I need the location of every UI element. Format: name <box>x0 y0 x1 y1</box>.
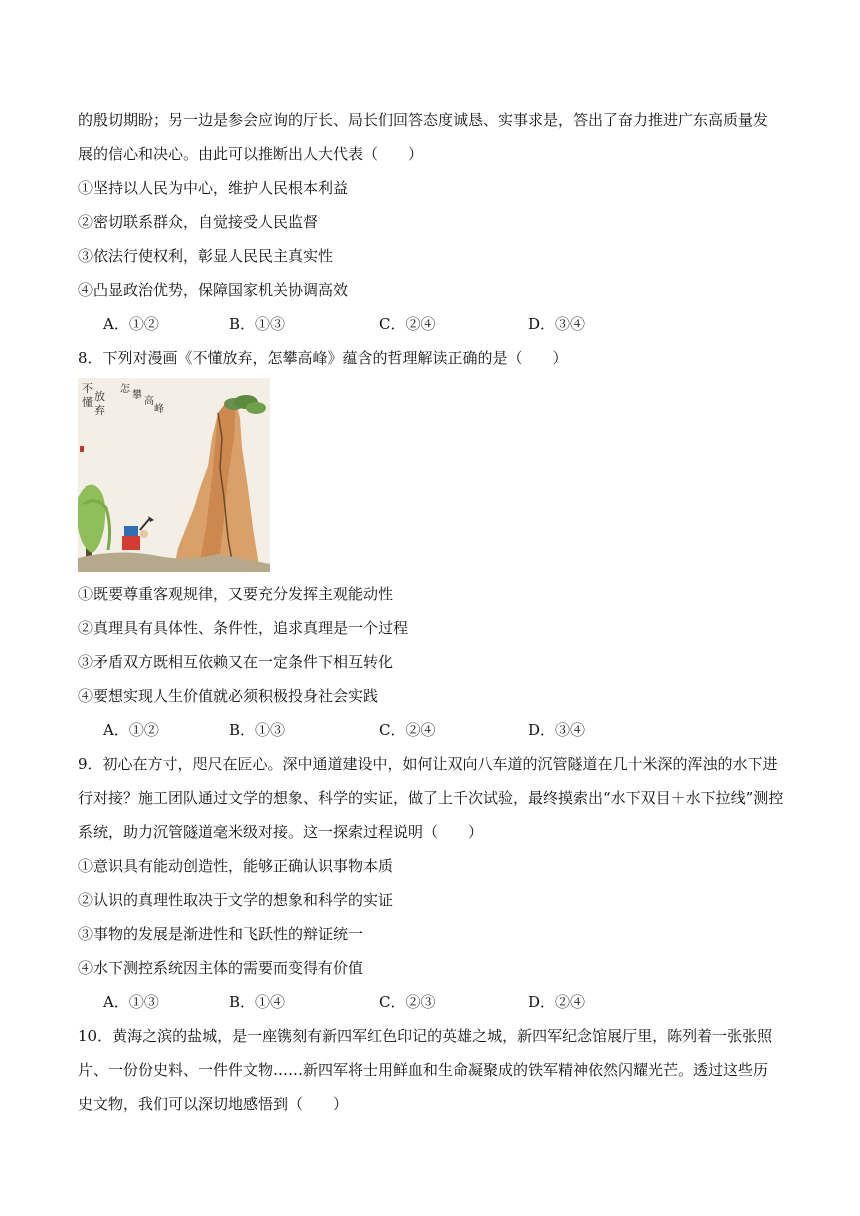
q9-option-a: A．①③ <box>103 993 159 1011</box>
painting-text-right-4: 峰 <box>154 404 164 415</box>
q7-option-b: B．①③ <box>229 315 286 333</box>
q9-item: ④水下测控系统因主体的需要而变得有价值 <box>78 959 364 977</box>
climber-body <box>122 536 140 550</box>
q9-item: ③事物的发展是渐进性和飞跃性的辩证统一 <box>78 925 364 943</box>
q8-item: ①既要尊重客观规律，又要充分发挥主观能动性 <box>78 585 394 603</box>
comic-painting <box>78 378 270 572</box>
q9-option-c: C．②③ <box>379 993 436 1011</box>
q9-stem-line: 9．初心在方寸，咫尺在匠心。深中通道建设中，如何让双向八车道的沉管隧道在几十米深的浑浊的水下进 <box>78 755 778 773</box>
painting-text-left-3: 放 <box>94 390 105 403</box>
q7-stem-line: 展的信心和决心。由此可以推断出人大代表（ ） <box>78 145 424 163</box>
q9-option-d: D．②④ <box>528 993 586 1011</box>
q7-item: ①坚持以人民为中心，维护人民根本利益 <box>78 179 349 197</box>
q7-option-d: D．③④ <box>528 315 586 333</box>
painting-text-right-1: 怎 <box>120 384 130 395</box>
q8-option-a: A．①② <box>103 721 159 739</box>
q7-item: ②密切联系群众，自觉接受人民监督 <box>78 213 319 231</box>
seal-stamp <box>80 446 84 452</box>
q7-stem-line: 的殷切期盼；另一边是参会应询的厅长、局长们回答态度诚恳、实事求是，答出了奋力推进广东高质量发 <box>78 111 769 129</box>
q9-item: ①意识具有能动创造性，能够正确认识事物本质 <box>78 857 394 875</box>
painting-text-left-1: 不 <box>82 382 93 395</box>
painting-text-left-4: 弃 <box>94 404 105 417</box>
backpack <box>124 526 138 536</box>
q7-option-c: C．②④ <box>379 315 436 333</box>
q10-stem-line: 片、一份份史料、一件件文物……新四军将士用鲜血和生命凝聚成的铁军精神依然闪耀光芒。透过这些历 <box>78 1061 769 1079</box>
q7-item: ④凸显政治优势，保障国家机关协调高效 <box>78 281 349 299</box>
painting-text-right-2: 攀 <box>132 390 142 401</box>
q8-item: ③矛盾双方既相互依赖又在一定条件下相互转化 <box>78 653 394 671</box>
q9-stem-line: 行对接？施工团队通过文学的想象、科学的实证，做了上千次试验，最终摸索出“水下双目＋水下拉线”测控 <box>78 789 784 807</box>
q8-item: ②真理具有具体性、条件性，追求真理是一个过程 <box>78 619 409 637</box>
q7-option-a: A．①② <box>103 315 159 333</box>
q9-option-b: B．①④ <box>229 993 286 1011</box>
q9-stem-line: 系统，助力沉管隧道毫米级对接。这一探索过程说明（ ） <box>78 823 484 841</box>
q9-item: ②认识的真理性取决于文学的想象和科学的实证 <box>78 891 394 909</box>
q8-option-b: B．①③ <box>229 721 286 739</box>
q7-item: ③依法行使权利，彰显人民民主真实性 <box>78 247 334 265</box>
painting-text-right-3: 高 <box>144 396 154 407</box>
q10-stem-line: 史文物，我们可以深切地感悟到（ ） <box>78 1095 349 1113</box>
q10-stem-line: 10．黄海之滨的盐城，是一座镌刻有新四军红色印记的英雄之城，新四军纪念馆展厅里，陈列着一张张照 <box>78 1027 773 1045</box>
q8-option-c: C．②④ <box>379 721 436 739</box>
q8-item: ④要想实现人生价值就必须积极投身社会实践 <box>78 687 379 705</box>
q8-option-d: D．③④ <box>528 721 586 739</box>
painting-text-left-2: 懂 <box>82 396 93 409</box>
q8-stem: 8．下列对漫画《不懂放弃，怎攀高峰》蕴含的哲理解读正确的是（ ） <box>78 349 568 367</box>
